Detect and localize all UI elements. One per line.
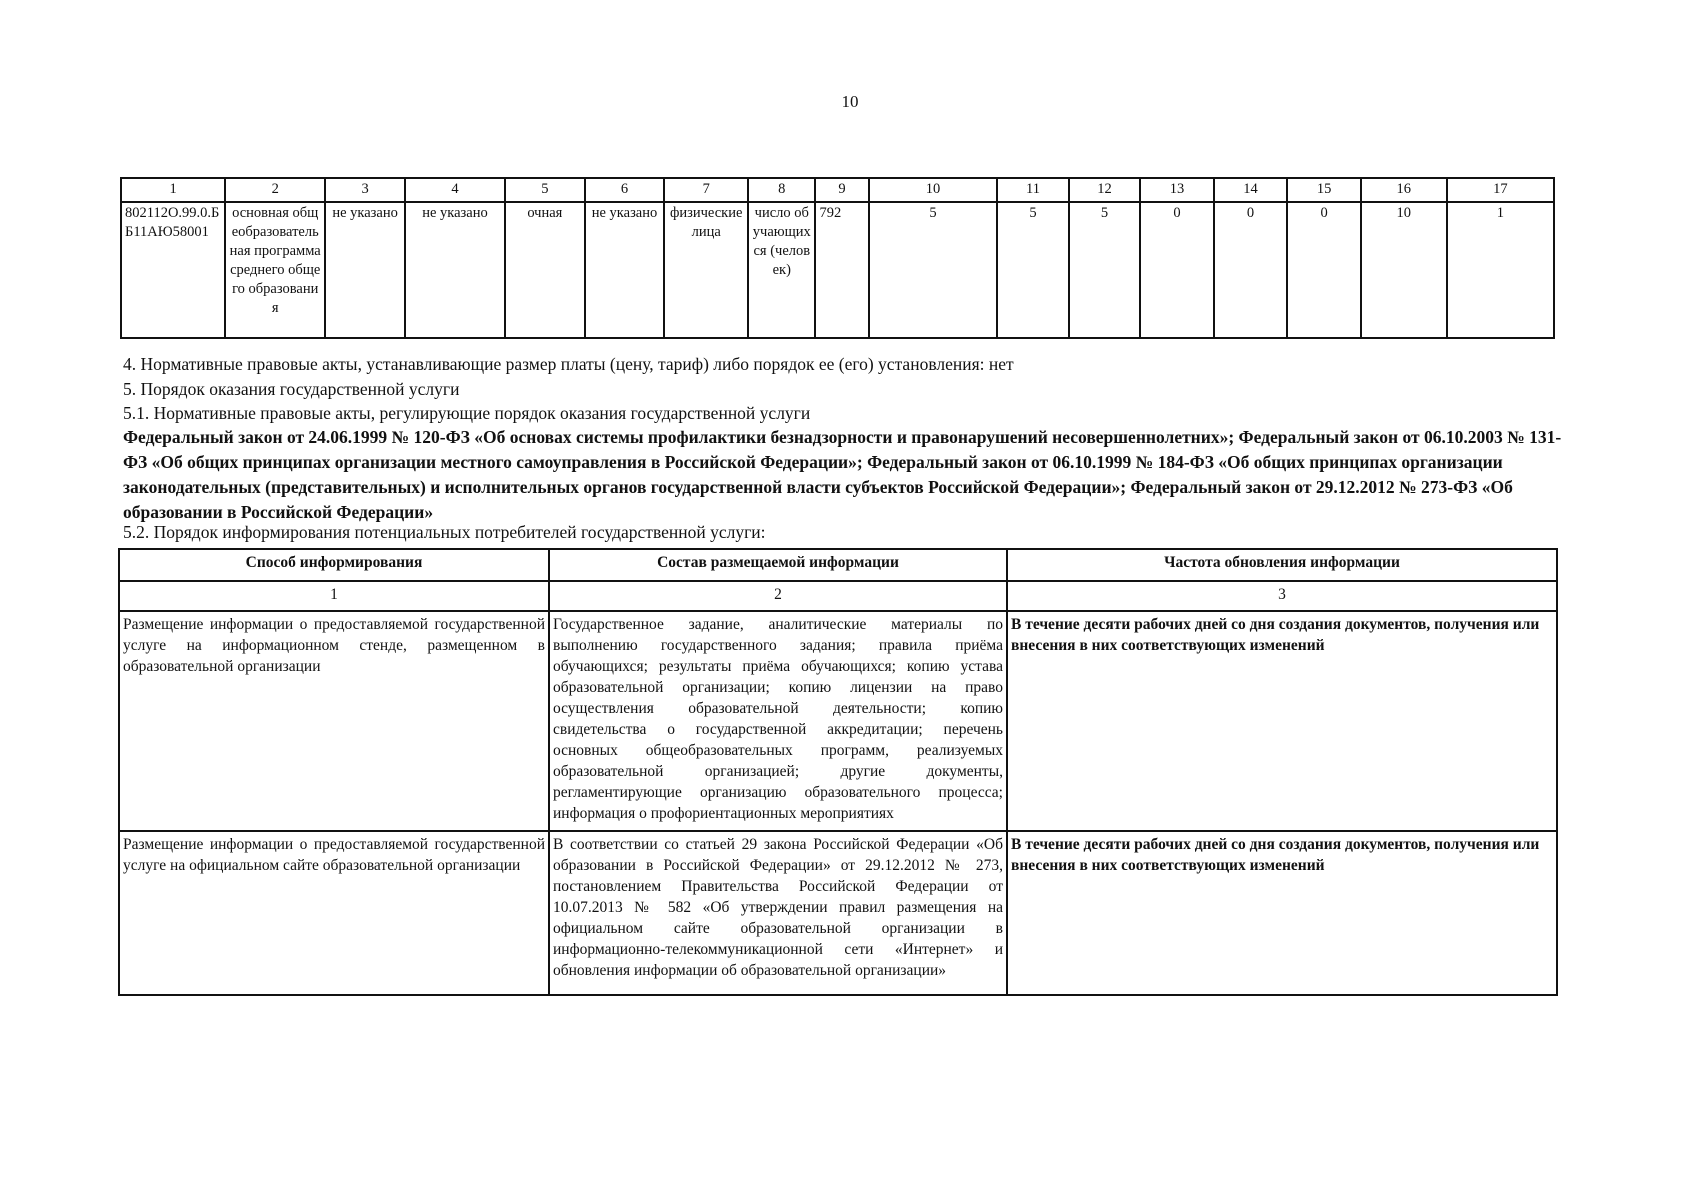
col-header-method: Способ информирования — [119, 549, 549, 581]
unit-code-cell: 792 — [815, 202, 868, 338]
col-header: 16 — [1361, 178, 1447, 202]
value-cell: 5 — [869, 202, 998, 338]
col-header: 11 — [997, 178, 1068, 202]
content-cell: Государственное задание, аналитические материалы по выполнению государственного задания; правила приёма обучающихся; результаты приёма обучающихся; копию устава образовательной организации; копию лицензии на право осуществления образовательной деятельности; копию свидетельства о государственной аккредитации; перечень основных общеобразовательных программ, реализуемых образовательной организацией; другие документы, регламентирующие организацию образовательного процесса; информация о профориентационных мероприятиях — [549, 611, 1007, 831]
program-cell: основная общеобразовательная программа среднего общего образования — [225, 202, 325, 338]
col-number: 1 — [119, 581, 549, 611]
value-cell: 0 — [1140, 202, 1214, 338]
value-cell: 5 — [1069, 202, 1140, 338]
col-header: 14 — [1214, 178, 1288, 202]
col-header: 7 — [664, 178, 748, 202]
col-number: 3 — [1007, 581, 1557, 611]
category-cell: физические лица — [664, 202, 748, 338]
col-header: 8 — [748, 178, 815, 202]
frequency-cell: В течение десяти рабочих дней со дня создания документов, получения или внесения в них соответствующих изменений — [1007, 611, 1557, 831]
indicators-header-row — [121, 178, 1554, 202]
value-cell: 10 — [1361, 202, 1447, 338]
col-header: 12 — [1069, 178, 1140, 202]
col-header: 1 — [121, 178, 225, 202]
col-header: 3 — [325, 178, 405, 202]
col-header-frequency: Частота обновления информации — [1007, 549, 1557, 581]
informing-number-row — [119, 581, 1557, 611]
value-cell: 1 — [1447, 202, 1554, 338]
col-header: 17 — [1447, 178, 1554, 202]
col-header: 2 — [225, 178, 325, 202]
indicator-cell: число обучающихся (человек) — [748, 202, 815, 338]
section-5-1-laws-text: Федеральный закон от 24.06.1999 № 120-ФЗ «Об основах системы профилактики безнадзорности и правонарушений несовершеннолетних»; Федеральный закон от 06.10.2003 № 131-ФЗ «Об общих принципах организации местного самоуправления в Российской Федерации»; Федеральный закон от 06.10.1999 № 184-ФЗ «Об общих принципах организации законодательных (представительных) и исполнительных органов государственной власти субъектов Российской Федерации»; Федеральный закон от 29.12.2012 № 273-ФЗ «Об образовании в Российской Федерации» — [123, 427, 1562, 522]
indicators-data-row — [121, 202, 1554, 338]
section-5-2-heading: 5.2. Порядок информирования потенциальных потребителей государственной услуги: — [123, 522, 766, 542]
table-row — [119, 611, 1557, 831]
informing-header-row — [119, 549, 1557, 581]
form-cell: очная — [505, 202, 585, 338]
section-5-heading: 5. Порядок оказания государственной услуги — [123, 379, 460, 399]
informing-table — [118, 548, 1558, 996]
method-cell: Размещение информации о предоставляемой государственной услуге на информационном стенде, размещенном в образовательной организации — [119, 611, 549, 831]
col-header: 9 — [815, 178, 868, 202]
section-5-1-heading: 5.1. Нормативные правовые акты, регулирующие порядок оказания государственной услуги — [123, 403, 811, 423]
col-header: 15 — [1287, 178, 1361, 202]
indicators-table — [120, 177, 1555, 339]
content-cell: В соответствии со статьей 29 закона Российской Федерации «Об образовании в Российской Федерации» от 29.12.2012 № 273, постановлением Правительства Российской Федерации от 10.07.2013 № 582 «Об утверждении правил размещения на официальном сайте образовательной организации в информационно-телекоммуникационной сети «Интернет» и обновления информации об образовательной организации» — [549, 831, 1007, 995]
table-cell: не указано — [405, 202, 505, 338]
section-4-text: 4. Нормативные правовые акты, устанавливающие размер платы (цену, тариф) либо порядок ее (его) установления: нет — [123, 354, 1014, 374]
table-cell: не указано — [325, 202, 405, 338]
col-header-content: Состав размещаемой информации — [549, 549, 1007, 581]
table-row — [119, 831, 1557, 995]
value-cell: 0 — [1287, 202, 1361, 338]
frequency-cell: В течение десяти рабочих дней со дня создания документов, получения или внесения в них соответствующих изменений — [1007, 831, 1557, 995]
col-header: 4 — [405, 178, 505, 202]
col-header: 13 — [1140, 178, 1214, 202]
col-number: 2 — [549, 581, 1007, 611]
page-number: 10 — [841, 92, 859, 111]
value-cell: 0 — [1214, 202, 1288, 338]
col-header: 5 — [505, 178, 585, 202]
value-cell: 5 — [997, 202, 1068, 338]
table-cell: не указано — [585, 202, 665, 338]
col-header: 6 — [585, 178, 665, 202]
col-header: 10 — [869, 178, 998, 202]
method-cell: Размещение информации о предоставляемой государственной услуге на официальном сайте образовательной организации — [119, 831, 549, 995]
registry-code-cell: 802112О.99.0.ББ11АЮ58001 — [121, 202, 225, 338]
